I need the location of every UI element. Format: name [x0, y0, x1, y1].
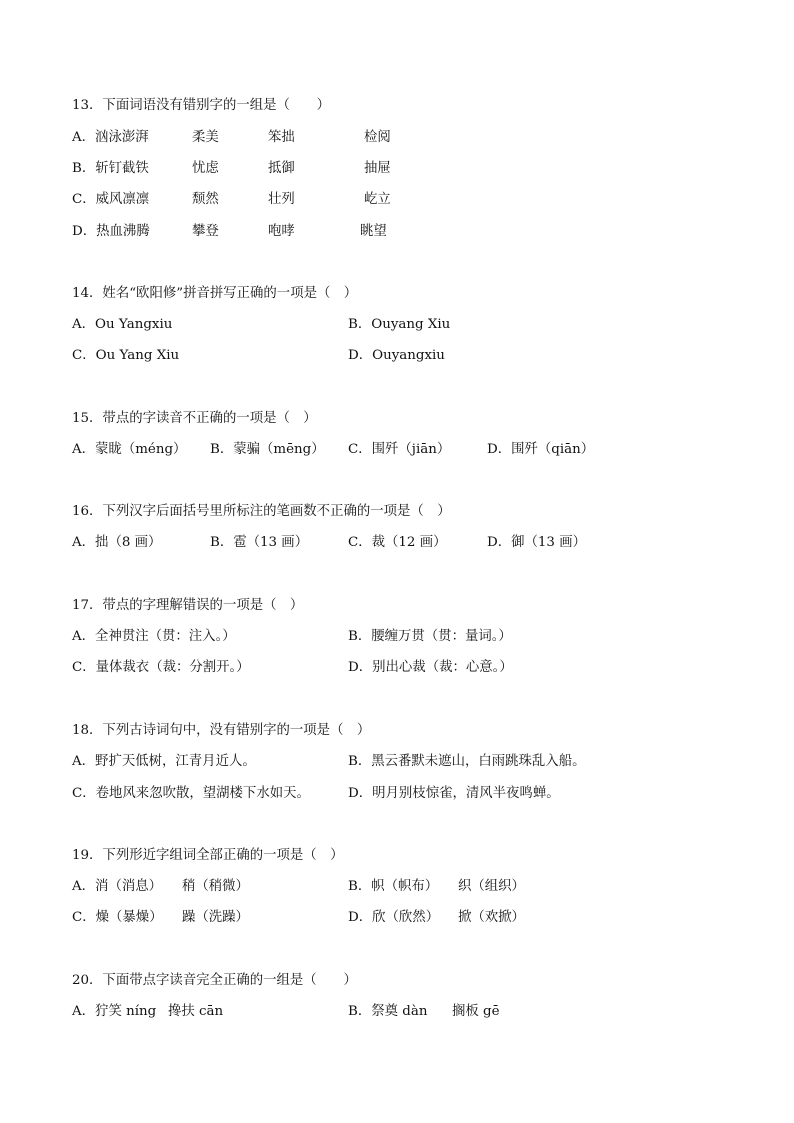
option-d-word-1: D．热血沸腾 — [72, 224, 150, 239]
question-17-stem: 17．带点的字理解错误的一项是（ ） — [72, 598, 304, 613]
question-18-option-c: C．卷地风来忽吹散，望湖楼下水如天。 — [72, 786, 310, 801]
question-19-option-a-1: A．消（消息） — [72, 879, 163, 894]
question-16-option-b: B．雹（13 画） — [210, 535, 309, 550]
question-20-option-a-1: A．狞笑 níng — [72, 1004, 157, 1019]
option-d-word-3: 咆哮 — [268, 224, 295, 239]
question-17-option-b: B．腰缠万贯（贯：量词。） — [348, 629, 512, 644]
question-18-option-d: D．明月别枝惊雀，清风半夜鸣蝉。 — [348, 786, 560, 801]
option-a-word-2: 柔美 — [192, 130, 219, 145]
question-14-stem: 14．姓名“欧阳修”拼音拼写正确的一项是（ ） — [72, 286, 358, 301]
question-18-stem: 18．下列古诗词句中，没有错别字的一项是（ ） — [72, 723, 371, 738]
question-20-option-a-2: 搀扶 cān — [168, 1004, 224, 1019]
question-13-stem: 13．下面词语没有错别字的一组是（ ） — [72, 98, 331, 113]
option-b-word-2: 忧虑 — [192, 161, 219, 176]
option-c-word-2: 颓然 — [192, 192, 219, 207]
option-c-word-1: C．威风凛凛 — [72, 192, 150, 207]
question-17-option-c: C．量体裁衣（裁：分割开。） — [72, 660, 250, 675]
question-16-option-a: A．拙（8 画） — [72, 535, 162, 550]
question-18-option-a: A．野扩天低树，江青月近人。 — [72, 754, 256, 769]
question-19-option-b-2: 织（组织） — [458, 879, 525, 894]
question-15-option-b: B．蒙骗（mēng） — [210, 442, 325, 457]
option-a-word-1: A．汹泳澎湃 — [72, 130, 149, 145]
question-16-option-d: D．御（13 画） — [487, 535, 586, 550]
question-15-option-c: C．围歼（jiān） — [348, 442, 451, 457]
option-a-word-4: 检阅 — [364, 130, 391, 145]
question-15-stem: 15．带点的字读音不正确的一项是（ ） — [72, 411, 317, 426]
question-20-option-b-2: 搁板 gē — [452, 1004, 500, 1019]
question-15-option-d: D．围歼（qiān） — [487, 442, 595, 457]
question-19-option-c-2: 躁（洗躁） — [182, 910, 249, 925]
question-18-option-b: B．黑云番默未遮山，白雨跳珠乱入船。 — [348, 754, 586, 769]
option-d-word-4: 眺望 — [360, 224, 387, 239]
question-17-option-d: D．别出心裁（裁：心意。） — [348, 660, 513, 675]
question-20-option-b-1: B．祭奠 dàn — [348, 1004, 428, 1019]
option-a-word-3: 笨拙 — [268, 130, 295, 145]
question-19-option-a-2: 稍（稍微） — [182, 879, 249, 894]
option-c-word-3: 壮列 — [268, 192, 295, 207]
question-15-option-a: A．蒙眬（méng） — [72, 442, 187, 457]
question-19-option-d-2: 掀（欢掀） — [458, 910, 525, 925]
option-c-word-4: 屹立 — [364, 192, 391, 207]
option-d-word-2: 攀登 — [192, 224, 219, 239]
question-19-stem: 19．下列形近字组词全部正确的一项是（ ） — [72, 848, 344, 863]
question-16-option-c: C．裁（12 画） — [348, 535, 447, 550]
option-b-word-3: 抵御 — [268, 161, 295, 176]
option-b-word-4: 抽屉 — [364, 161, 391, 176]
question-17-option-a: A．全神贯注（贯：注入。） — [72, 629, 236, 644]
option-b-word-1: B．斩钉截铁 — [72, 161, 149, 176]
question-14-option-a: A．Ou Yangxiu — [72, 317, 173, 332]
question-19-option-b-1: B．帜（帜布） — [348, 879, 439, 894]
question-19-option-c-1: C．燥（暴燥） — [72, 910, 163, 925]
question-14-option-c: C．Ou Yang Xiu — [72, 348, 180, 363]
question-16-stem: 16．下列汉字后面括号里所标注的笔画数不正确的一项是（ ） — [72, 504, 451, 519]
question-20-stem: 20．下面带点字读音完全正确的一组是（ ） — [72, 973, 357, 988]
question-19-option-d-1: D．欣（欣然） — [348, 910, 440, 925]
question-14-option-d: D．Ouyangxiu — [348, 348, 445, 363]
question-14-option-b: B．Ouyang Xiu — [348, 317, 451, 332]
